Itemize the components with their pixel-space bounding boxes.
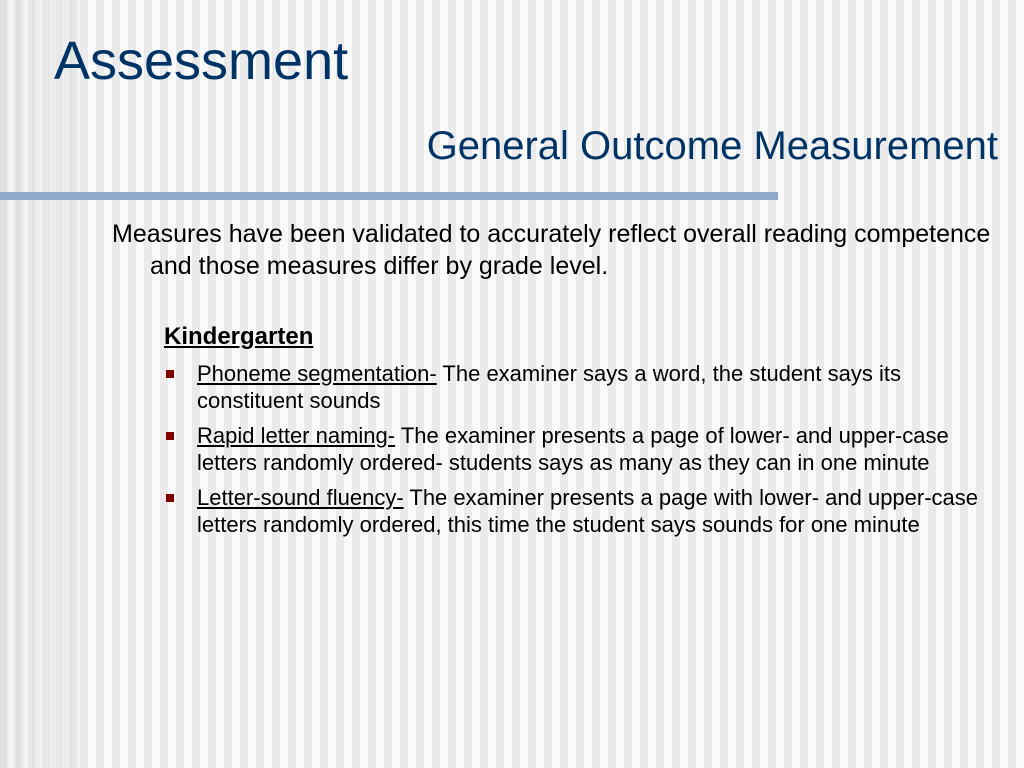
- bullet-term: Phoneme segmentation-: [197, 361, 437, 386]
- bullet-text: The examiner presents a page with lower- and upper-case letters randomly ordered, this time the student says sounds for one minute: [197, 485, 979, 537]
- background-stripes: [0, 0, 80, 768]
- list-item: [166, 360, 996, 414]
- list-item: [166, 422, 996, 476]
- slide-title: Assessment: [54, 31, 349, 91]
- list-item: [166, 484, 996, 538]
- square-bullet-icon: [166, 432, 174, 440]
- bullet-term: Rapid letter naming-: [197, 423, 396, 448]
- title-divider: [0, 192, 778, 200]
- section-heading: Kindergarten: [164, 323, 314, 350]
- bullet-text: The examiner says a word, the student says its constituent sounds: [197, 361, 901, 413]
- square-bullet-icon: [166, 494, 174, 502]
- bullet-term: Letter-sound fluency-: [197, 485, 404, 510]
- square-bullet-icon: [166, 370, 174, 378]
- intro-paragraph: Measures have been validated to accurately reflect overall reading competence and those measures differ by grade level.: [112, 220, 991, 280]
- bullet-text: The examiner presents a page of lower- and upper-case letters randomly ordered- students says as many as they can in one minute: [197, 423, 949, 475]
- bullet-list: [166, 360, 996, 546]
- slide-subtitle: General Outcome Measurement: [426, 124, 998, 168]
